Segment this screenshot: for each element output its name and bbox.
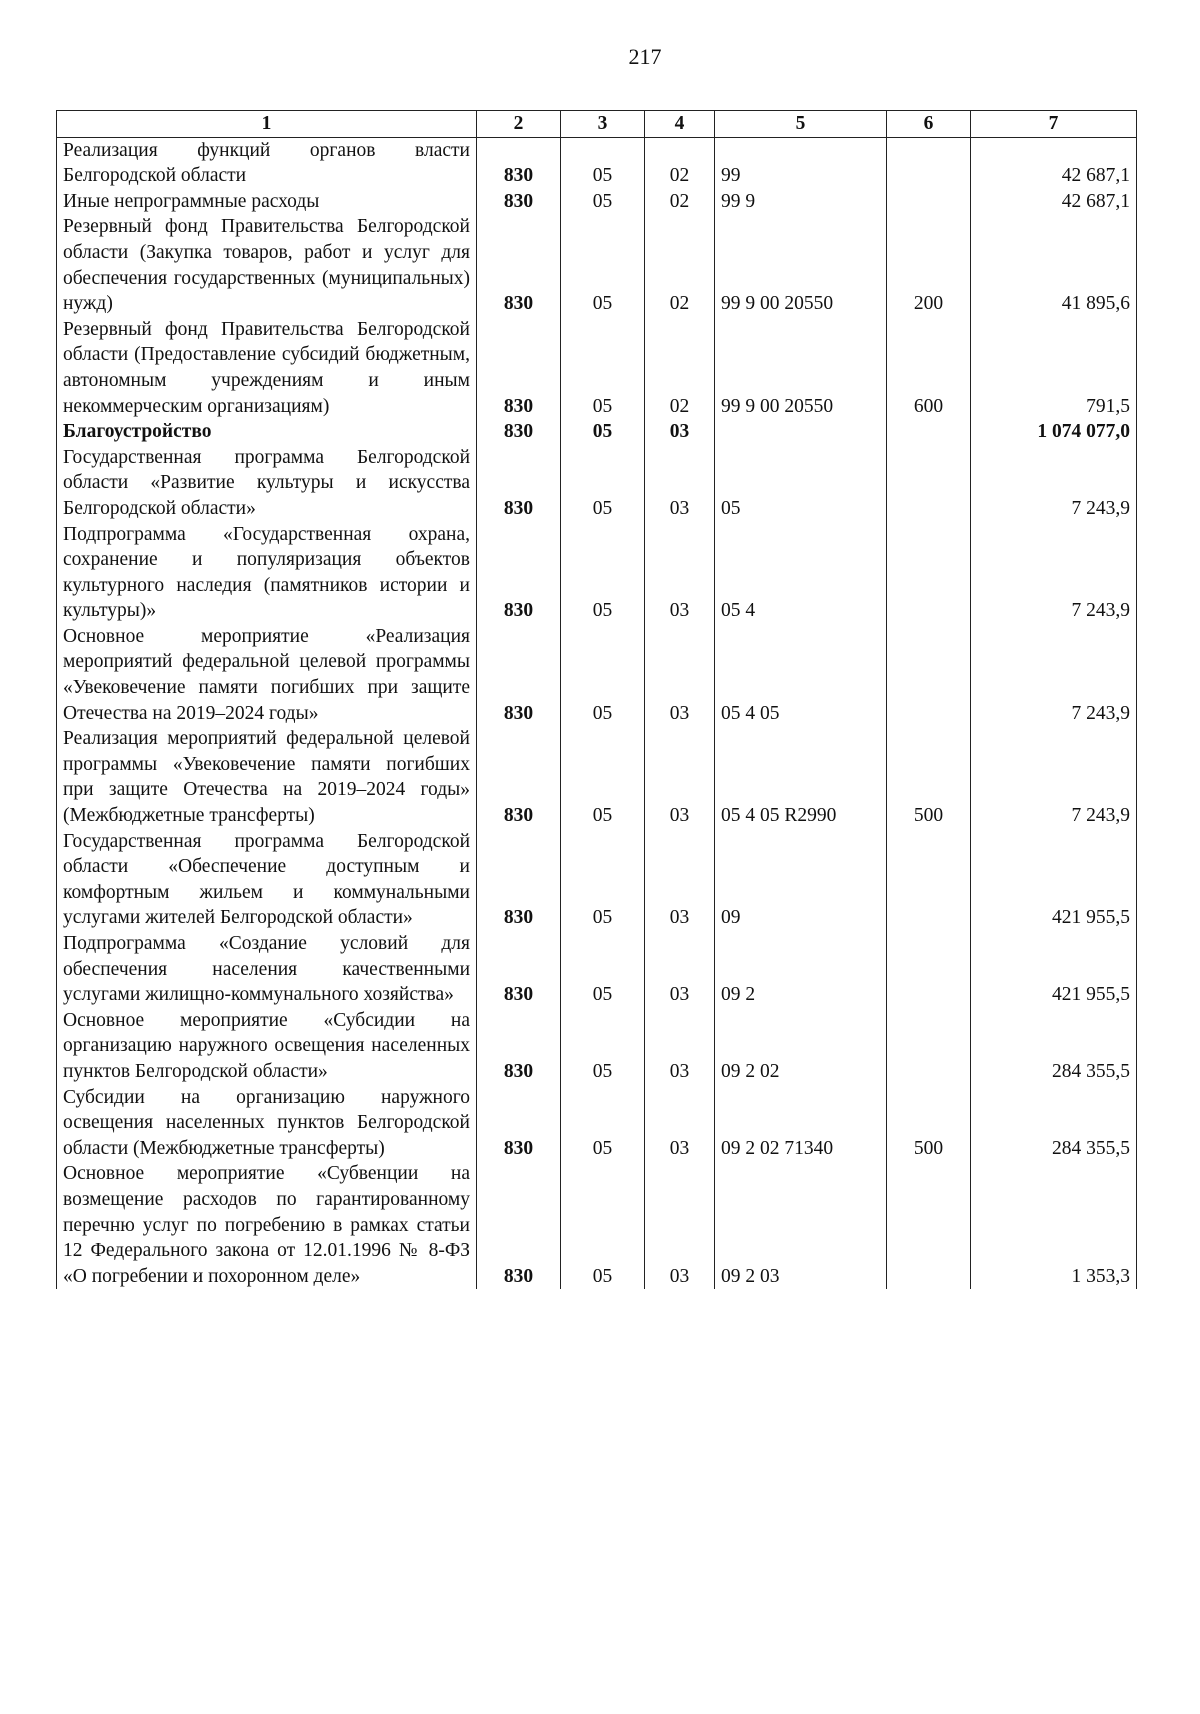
table-row [57, 829, 1137, 931]
row-subsection: 03 [645, 445, 715, 522]
row-section: 05 [561, 445, 645, 522]
row-expense-type: 500 [887, 726, 971, 828]
row-expense-type [887, 1008, 971, 1085]
header-row [57, 111, 1137, 138]
row-subsection: 03 [645, 624, 715, 726]
row-name: Основное мероприятие «Реализация мероприятий федеральной целевой программы «Увековечение памяти погибших при защите Отечества на 2019–2024 годы» [57, 624, 477, 726]
row-expense-type [887, 1161, 971, 1289]
table-row [57, 1008, 1137, 1085]
row-section: 05 [561, 214, 645, 316]
row-subsection: 03 [645, 1008, 715, 1085]
row-subsection: 03 [645, 1085, 715, 1162]
row-section: 05 [561, 317, 645, 419]
table-row [57, 1161, 1137, 1289]
header-col-6: 6 [887, 111, 971, 138]
row-admin-code: 830 [477, 726, 561, 828]
row-section: 05 [561, 137, 645, 189]
row-section: 05 [561, 419, 645, 445]
row-target-article: 09 2 [715, 931, 887, 1008]
row-name: Подпрограмма «Государственная охрана, сохранение и популяризация объектов культурного наследия (памятников истории и культуры)» [57, 522, 477, 624]
row-name: Иные непрограммные расходы [57, 189, 477, 215]
row-section: 05 [561, 189, 645, 215]
row-expense-type [887, 624, 971, 726]
table-row [57, 624, 1137, 726]
table-row [57, 189, 1137, 215]
row-admin-code: 830 [477, 522, 561, 624]
row-amount: 791,5 [971, 317, 1137, 419]
header-col-1: 1 [57, 111, 477, 138]
row-admin-code: 830 [477, 137, 561, 189]
table-body [57, 137, 1137, 1289]
row-target-article: 99 [715, 137, 887, 189]
table-row [57, 419, 1137, 445]
row-amount: 421 955,5 [971, 931, 1137, 1008]
row-admin-code: 830 [477, 1008, 561, 1085]
table-row [57, 522, 1137, 624]
row-admin-code: 830 [477, 1161, 561, 1289]
row-subsection: 02 [645, 317, 715, 419]
header-col-5: 5 [715, 111, 887, 138]
row-target-article: 09 2 02 [715, 1008, 887, 1085]
row-amount: 7 243,9 [971, 522, 1137, 624]
row-section: 05 [561, 624, 645, 726]
row-section: 05 [561, 522, 645, 624]
row-section: 05 [561, 931, 645, 1008]
row-admin-code: 830 [477, 189, 561, 215]
row-amount: 1 074 077,0 [971, 419, 1137, 445]
row-expense-type: 600 [887, 317, 971, 419]
row-amount: 7 243,9 [971, 726, 1137, 828]
row-name: Резервный фонд Правительства Белгородской области (Предоставление субсидий бюджетным, автономным учреждениям и иным некоммерческим организациям) [57, 317, 477, 419]
row-amount: 421 955,5 [971, 829, 1137, 931]
row-subsection: 03 [645, 1161, 715, 1289]
row-admin-code: 830 [477, 317, 561, 419]
row-admin-code: 830 [477, 829, 561, 931]
row-amount: 1 353,3 [971, 1161, 1137, 1289]
row-name: Подпрограмма «Создание условий для обеспечения населения качественными услугами жилищно-коммунального хозяйства» [57, 931, 477, 1008]
row-admin-code: 830 [477, 445, 561, 522]
row-admin-code: 830 [477, 1085, 561, 1162]
row-admin-code: 830 [477, 419, 561, 445]
row-amount: 284 355,5 [971, 1085, 1137, 1162]
row-target-article [715, 419, 887, 445]
row-expense-type [887, 419, 971, 445]
row-target-article: 09 2 02 71340 [715, 1085, 887, 1162]
row-target-article: 09 [715, 829, 887, 931]
row-expense-type [887, 445, 971, 522]
row-expense-type [887, 189, 971, 215]
row-section: 05 [561, 1085, 645, 1162]
row-name: Основное мероприятие «Субсидии на организацию наружного освещения населенных пунктов Белгородской области» [57, 1008, 477, 1085]
row-amount: 41 895,6 [971, 214, 1137, 316]
row-subsection: 03 [645, 419, 715, 445]
row-name: Реализация мероприятий федеральной целевой программы «Увековечение памяти погибших при защите Отечества на 2019–2024 годы» (Межбюджетные трансферты) [57, 726, 477, 828]
row-expense-type: 500 [887, 1085, 971, 1162]
row-expense-type: 200 [887, 214, 971, 316]
row-name: Реализация функций органов власти Белгородской области [57, 137, 477, 189]
table-row [57, 445, 1137, 522]
row-section: 05 [561, 1008, 645, 1085]
row-target-article: 05 4 [715, 522, 887, 624]
row-target-article: 05 4 05 R2990 [715, 726, 887, 828]
row-subsection: 03 [645, 931, 715, 1008]
header-col-3: 3 [561, 111, 645, 138]
row-subsection: 03 [645, 726, 715, 828]
row-subsection: 03 [645, 829, 715, 931]
row-amount: 42 687,1 [971, 189, 1137, 215]
table-row [57, 1085, 1137, 1162]
table-row [57, 726, 1137, 828]
row-admin-code: 830 [477, 931, 561, 1008]
table-row [57, 317, 1137, 419]
row-name: Государственная программа Белгородской области «Развитие культуры и искусства Белгородской области» [57, 445, 477, 522]
header-col-4: 4 [645, 111, 715, 138]
row-amount: 284 355,5 [971, 1008, 1137, 1085]
row-name: Субсидии на организацию наружного освещения населенных пунктов Белгородской области (Межбюджетные трансферты) [57, 1085, 477, 1162]
row-expense-type [887, 931, 971, 1008]
row-name: Основное мероприятие «Субвенции на возмещение расходов по гарантированному перечню услуг по погребению в рамках статьи 12 Федерального закона от 12.01.1996 № 8-ФЗ «О погребении и похоронном деле» [57, 1161, 477, 1289]
row-target-article: 09 2 03 [715, 1161, 887, 1289]
row-expense-type [887, 829, 971, 931]
row-target-article: 05 4 05 [715, 624, 887, 726]
row-amount: 42 687,1 [971, 137, 1137, 189]
row-subsection: 02 [645, 137, 715, 189]
row-amount: 7 243,9 [971, 445, 1137, 522]
row-admin-code: 830 [477, 624, 561, 726]
row-section: 05 [561, 726, 645, 828]
row-subsection: 03 [645, 522, 715, 624]
header-col-7: 7 [971, 111, 1137, 138]
row-expense-type [887, 137, 971, 189]
header-col-2: 2 [477, 111, 561, 138]
row-subsection: 02 [645, 189, 715, 215]
row-name: Государственная программа Белгородской области «Обеспечение доступным и комфортным жильем и коммунальными услугами жителей Белгородской области» [57, 829, 477, 931]
page-number: 217 [628, 44, 662, 69]
table-row [57, 214, 1137, 316]
row-expense-type [887, 522, 971, 624]
row-admin-code: 830 [477, 214, 561, 316]
row-target-article: 99 9 [715, 189, 887, 215]
table-row [57, 137, 1137, 189]
row-name: Благоустройство [57, 419, 477, 445]
row-target-article: 99 9 00 20550 [715, 317, 887, 419]
row-subsection: 02 [645, 214, 715, 316]
row-name: Резервный фонд Правительства Белгородской области (Закупка товаров, работ и услуг для обеспечения государственных (муниципальных) нужд) [57, 214, 477, 316]
table-row [57, 931, 1137, 1008]
row-amount: 7 243,9 [971, 624, 1137, 726]
row-target-article: 99 9 00 20550 [715, 214, 887, 316]
row-target-article: 05 [715, 445, 887, 522]
row-section: 05 [561, 829, 645, 931]
row-section: 05 [561, 1161, 645, 1289]
budget-table [56, 110, 1137, 1289]
